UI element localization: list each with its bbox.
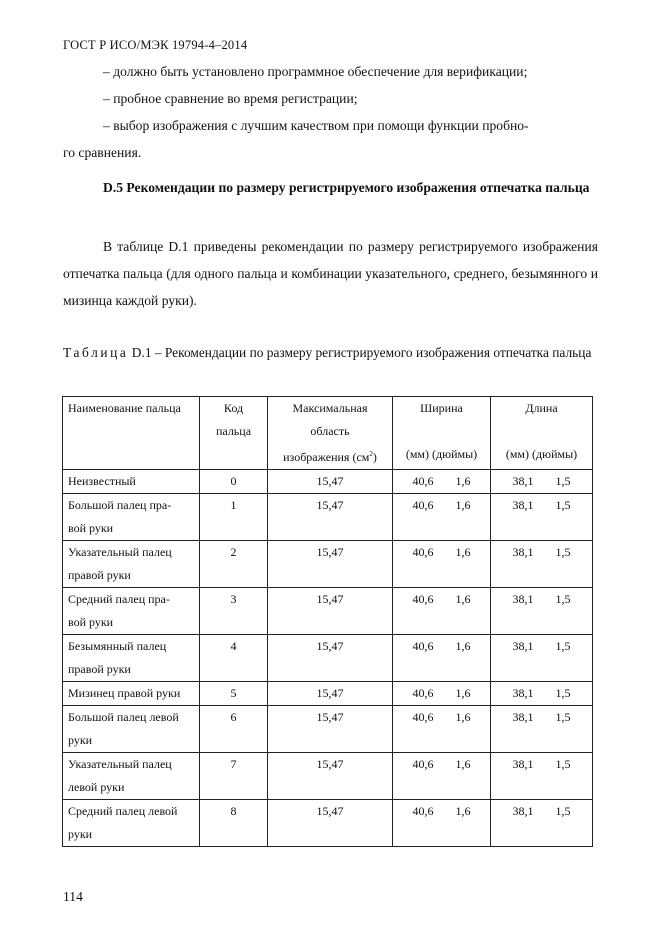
- length-in: 1,5: [555, 804, 571, 818]
- finger-name-line: Мизинец правой руки: [68, 686, 181, 700]
- length-mm: 38,1: [512, 498, 534, 512]
- cell-finger-name: [63, 635, 200, 682]
- table-caption-text: D.1 – Рекомендации по размеру регистрируемого изображения отпечатка пальца: [131, 345, 592, 360]
- table-caption: [63, 340, 598, 366]
- cell-finger-code: 5: [200, 682, 268, 706]
- cell-length: [491, 588, 593, 635]
- width-in: 1,6: [455, 639, 471, 653]
- cell-finger-name: [63, 800, 200, 847]
- cell-width: [393, 494, 491, 541]
- cell-length: [491, 753, 593, 800]
- length-mm: 38,1: [512, 804, 534, 818]
- cell-max-area: 15,47: [268, 800, 393, 847]
- finger-name-line: Указательный палец: [68, 757, 172, 771]
- cell-width: [393, 541, 491, 588]
- finger-name-line: руки: [68, 827, 93, 841]
- finger-name-line: руки: [68, 733, 93, 747]
- intro-paragraph: В таблице D.1 приведены рекомендации по размеру регистрируемого изображения отпечатка пальца (для одного пальца и комбинации указательного, среднего, безымянного и мизинца каждой руки).: [63, 239, 598, 308]
- width-mm: 40,6: [412, 710, 434, 724]
- cell-length: [491, 494, 593, 541]
- cell-width: [393, 635, 491, 682]
- bullet-item: – выбор изображения с лучшим качеством при помощи функции пробно-: [103, 118, 529, 133]
- cell-finger-code: 2: [200, 541, 268, 588]
- cell-length: [491, 800, 593, 847]
- cell-max-area: 15,47: [268, 541, 393, 588]
- page-number: 114: [63, 889, 83, 904]
- header-length-label: Длина: [525, 401, 558, 415]
- header-code-line: Код: [223, 401, 244, 415]
- width-in: 1,6: [455, 686, 471, 700]
- header-width: [393, 397, 491, 470]
- cell-max-area: 15,47: [268, 588, 393, 635]
- length-in: 1,5: [555, 545, 571, 559]
- document-header-code: ГОСТ Р ИСО/МЭК 19794-4–2014: [63, 38, 248, 52]
- length-in: 1,5: [555, 686, 571, 700]
- header-code-line: пальца: [215, 424, 252, 438]
- cell-finger-name: [63, 588, 200, 635]
- cell-finger-code: 7: [200, 753, 268, 800]
- header-width-units: (мм) (дюймы): [405, 447, 478, 461]
- finger-name-line: вой руки: [68, 521, 114, 535]
- length-mm: 38,1: [512, 545, 534, 559]
- bullet-continuation: го сравнения.: [63, 145, 142, 160]
- cell-width: [393, 706, 491, 753]
- cell-length: [491, 682, 593, 706]
- table-body: [63, 470, 593, 847]
- width-in: 1,6: [455, 757, 471, 771]
- cell-width: [393, 588, 491, 635]
- cell-finger-name: [63, 494, 200, 541]
- cell-max-area: 15,47: [268, 494, 393, 541]
- cell-finger-code: 6: [200, 706, 268, 753]
- cell-width: [393, 800, 491, 847]
- width-in: 1,6: [455, 592, 471, 606]
- width-mm: 40,6: [412, 757, 434, 771]
- header-finger-code: [200, 397, 268, 470]
- length-in: 1,5: [555, 474, 571, 488]
- length-in: 1,5: [555, 498, 571, 512]
- length-in: 1,5: [555, 592, 571, 606]
- width-mm: 40,6: [412, 639, 434, 653]
- cell-max-area: 15,47: [268, 635, 393, 682]
- bullet-item: – пробное сравнение во время регистрации;: [103, 91, 358, 106]
- cell-finger-name: [63, 753, 200, 800]
- length-in: 1,5: [555, 757, 571, 771]
- finger-name-line: левой руки: [68, 780, 125, 794]
- table-row: [63, 706, 593, 753]
- finger-name-line: Средний палец левой: [68, 804, 178, 818]
- header-area-text: изображения (см: [283, 450, 370, 464]
- length-mm: 38,1: [512, 686, 534, 700]
- cell-length: [491, 541, 593, 588]
- width-mm: 40,6: [412, 686, 434, 700]
- table-row: [63, 588, 593, 635]
- finger-name-line: Большой палец левой: [68, 710, 179, 724]
- finger-name-line: Средний палец пра-: [68, 592, 170, 606]
- width-mm: 40,6: [412, 474, 434, 488]
- width-in: 1,6: [455, 804, 471, 818]
- table-row: [63, 541, 593, 588]
- cell-max-area: 15,47: [268, 470, 393, 494]
- cell-max-area: 15,47: [268, 682, 393, 706]
- width-mm: 40,6: [412, 498, 434, 512]
- cell-finger-name: [63, 682, 200, 706]
- cell-finger-name: [63, 541, 200, 588]
- header-area-line: Максимальная: [292, 401, 368, 415]
- table-row: [63, 800, 593, 847]
- header-max-area: [268, 397, 393, 470]
- width-mm: 40,6: [412, 592, 434, 606]
- cell-width: [393, 753, 491, 800]
- length-mm: 38,1: [512, 592, 534, 606]
- cell-length: [491, 635, 593, 682]
- bullet-item: – должно быть установлено программное обеспечение для верификации;: [103, 64, 528, 79]
- finger-name-line: Неизвестный: [68, 474, 136, 488]
- header-area-line: [268, 443, 392, 469]
- table-header-row: [63, 397, 593, 470]
- cell-length: [491, 470, 593, 494]
- header-width-label: Ширина: [420, 401, 463, 415]
- finger-image-size-table: [62, 396, 593, 847]
- header-area-close: ): [372, 450, 377, 464]
- cell-max-area: 15,47: [268, 753, 393, 800]
- header-area-line: область: [310, 424, 350, 438]
- finger-name-line: вой руки: [68, 615, 114, 629]
- cell-length: [491, 706, 593, 753]
- width-in: 1,6: [455, 545, 471, 559]
- length-mm: 38,1: [512, 474, 534, 488]
- finger-name-line: правой руки: [68, 568, 131, 582]
- width-mm: 40,6: [412, 545, 434, 559]
- length-in: 1,5: [555, 710, 571, 724]
- header-length-units: (мм) (дюймы): [505, 447, 578, 461]
- table-row: [63, 494, 593, 541]
- width-in: 1,6: [455, 498, 471, 512]
- table-caption-label: Таблица: [63, 345, 129, 360]
- cell-width: [393, 470, 491, 494]
- finger-name-line: правой руки: [68, 662, 131, 676]
- table-row: [63, 635, 593, 682]
- cell-finger-code: 8: [200, 800, 268, 847]
- section-heading: D.5 Рекомендации по размеру регистрируемого изображения отпечатка пальца: [103, 180, 590, 195]
- cell-finger-code: 1: [200, 494, 268, 541]
- length-in: 1,5: [555, 639, 571, 653]
- cell-finger-name: [63, 470, 200, 494]
- header-area-sup: 2: [369, 450, 373, 458]
- cell-width: [393, 682, 491, 706]
- length-mm: 38,1: [512, 639, 534, 653]
- cell-finger-code: 4: [200, 635, 268, 682]
- width-in: 1,6: [455, 474, 471, 488]
- length-mm: 38,1: [512, 710, 534, 724]
- cell-finger-code: 3: [200, 588, 268, 635]
- finger-name-line: Безымянный палец: [68, 639, 167, 653]
- width-mm: 40,6: [412, 804, 434, 818]
- cell-max-area: 15,47: [268, 706, 393, 753]
- width-in: 1,6: [455, 710, 471, 724]
- table-row: [63, 682, 593, 706]
- table-row: [63, 470, 593, 494]
- cell-finger-code: 0: [200, 470, 268, 494]
- length-mm: 38,1: [512, 757, 534, 771]
- cell-finger-name: [63, 706, 200, 753]
- finger-name-line: Большой палец пра-: [68, 498, 172, 512]
- table-row: [63, 753, 593, 800]
- finger-name-line: Указательный палец: [68, 545, 172, 559]
- header-finger-name: Наименование пальца: [63, 397, 200, 470]
- header-length: [491, 397, 593, 470]
